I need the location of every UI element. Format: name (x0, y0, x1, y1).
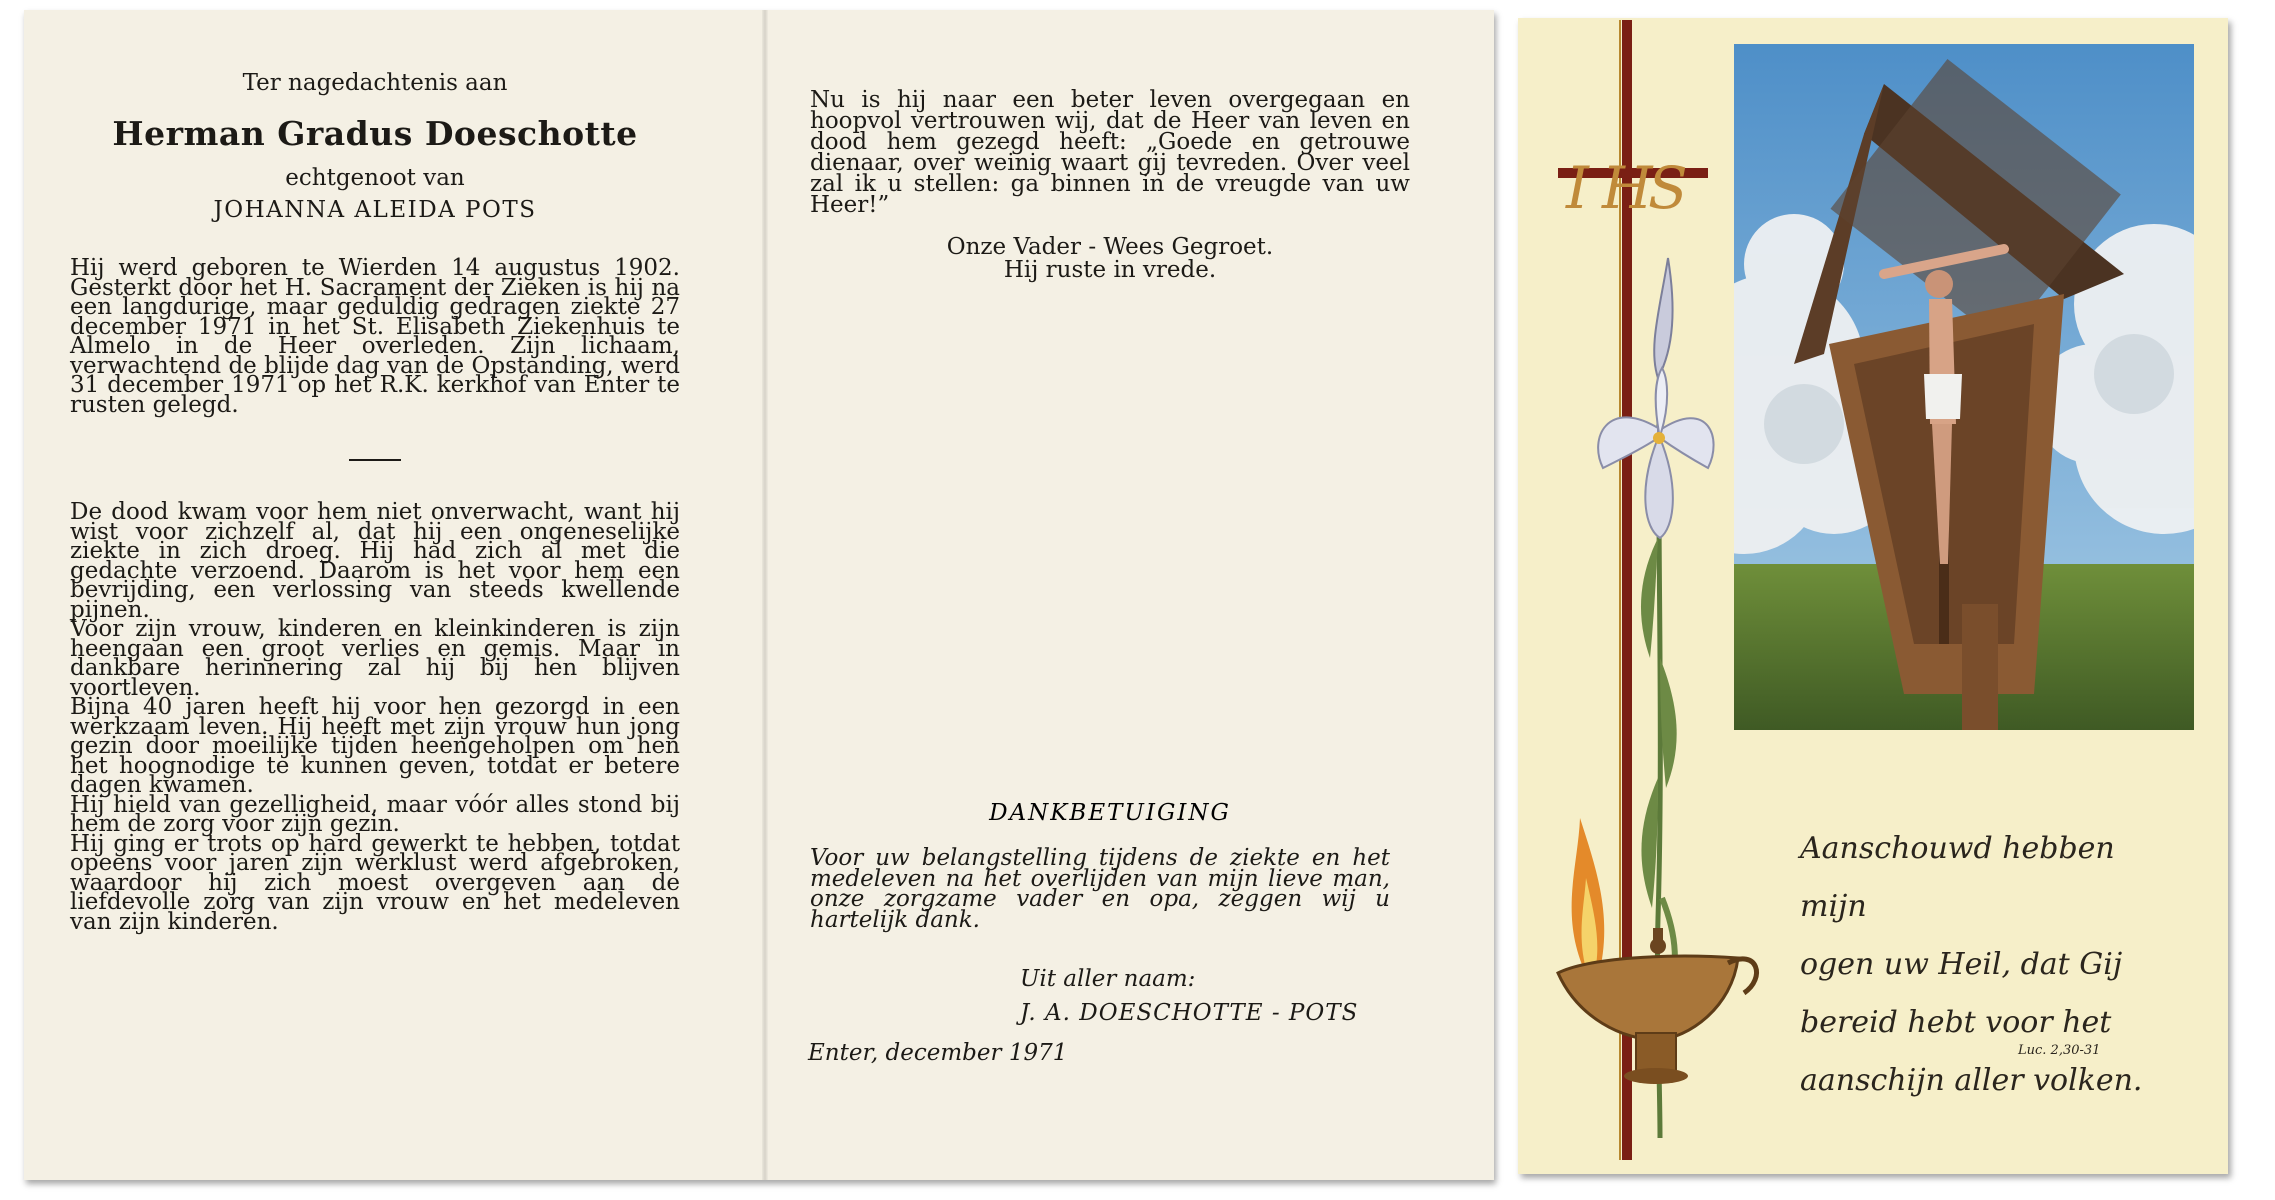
verse-line: aanschijn aller volken. (1800, 1063, 2143, 1098)
spouse-label: echtgenoot van (285, 165, 465, 191)
verse-line: ogen uw Heil, dat Gij (1800, 947, 2123, 982)
spouse-name: JOHANNA ALEIDA POTS (213, 197, 537, 223)
intro-text: Ter nagedachtenis aan (242, 70, 508, 96)
wayside-cross-photo (1734, 44, 2194, 730)
signature-name: J. A. DOESCHOTTE - POTS (1020, 1000, 1359, 1026)
lily-bud (1654, 258, 1672, 378)
ihs-monogram: H (1602, 154, 1653, 222)
biography-paragraph: Hij werd geboren te Wierden 14 augustus 1902. Gesterkt door het H. Sacrament der Zieken is hij na een langdurige, maar geduldig gedragen ziekte 27 december 1971 in het St. Elisabeth Ziekenhuis te Almelo in de Heer overleden. Zijn lichaam, verwachtend de blijde dag van de Opstanding, werd 31 december 1971 op het R.K. kerkhof van Enter te rusten gelegd. (70, 255, 680, 418)
lily-flower (1598, 368, 1713, 538)
divider (349, 459, 401, 461)
faith-paragraph: Nu is hij naar een beter leven overgegaan en hoopvol vertrouwen wij, dat de Heer van leven en dood hem gezegd heeft: „Goede en getrouwe dienaar, over weinig waart gij tevreden. Over veel zal ik u stellen: ga binnen in de vreugde van uw Heer!” (810, 87, 1410, 218)
prayer-line: Onze Vader - Wees Gegroet. (946, 234, 1274, 260)
ihs-monogram: S (1648, 154, 1688, 222)
scripture-verse (1800, 820, 2160, 1110)
memorial-middle-panel (810, 87, 1410, 283)
reflection-paragraph: Hij hield van gezelligheid, maar vóór alles stond bij hem de zorg voor zijn gezin. (70, 791, 680, 837)
deceased-name: Herman Gradus Doeschotte (112, 114, 638, 153)
reflection-paragraph: Voor zijn vrouw, kinderen en kleinkinderen is zijn heengaan een groot verlies en gemis. Maar in dankbare herinnering zal hij bij hen blijven voortleven. (70, 616, 680, 701)
card-fold (762, 10, 768, 1180)
thanks-title: DANKBETUIGING (989, 800, 1231, 826)
reflection-paragraph: De dood kwam voor hem niet onverwacht, want hij wist voor zichzelf al, dat hij een ongeneselijke ziekte in zich droeg. Hij had zich al met die gedachte verzoend. Daarom is het voor hem een bevrijding, een verlossing van steeds kwellende pijnen. (70, 499, 680, 623)
memorial-left-panel (70, 70, 680, 935)
verse-reference: Luc. 2,30-31 (2018, 1043, 2101, 1058)
reflection-paragraph: Bijna 40 jaren heeft hij voor hen gezorgd in een werkzaam leven. Hij heeft met zijn vrouw hun jong gezin door moeilijke tijden heengeholpen om hen het hoognodige te kunnen geven, totdat er betere dagen kwamen. (70, 694, 680, 798)
rest-line: Hij ruste in vrede. (1003, 257, 1217, 283)
lily-leaf (1641, 538, 1658, 658)
signature-label: Uit aller naam: (1020, 966, 1196, 992)
lily-leaf (1641, 778, 1658, 908)
ihs-monogram: I (1566, 154, 1589, 222)
place-date: Enter, december 1971 (808, 1040, 1068, 1066)
verse-line: Aanschouwd hebben mijn (1800, 831, 2115, 924)
verse-line: bereid hebt voor het (1800, 1005, 2112, 1040)
thanks-body: Voor uw belangstelling tijdens de ziekte en het medeleven na het overlijden van mijn lieve man, onze zorgzame vader en opa, zeggen wij u hartelijk dank. (810, 845, 1390, 933)
reflection-paragraph: Hij ging er trots op hard gewerkt te hebben, totdat opeens voor jaren zijn werklust werd afgebroken, waardoor hij zich moest overgeven aan de liefdevolle zorg van zijn vrouw en het medeleven van zijn kinderen. (70, 830, 680, 935)
